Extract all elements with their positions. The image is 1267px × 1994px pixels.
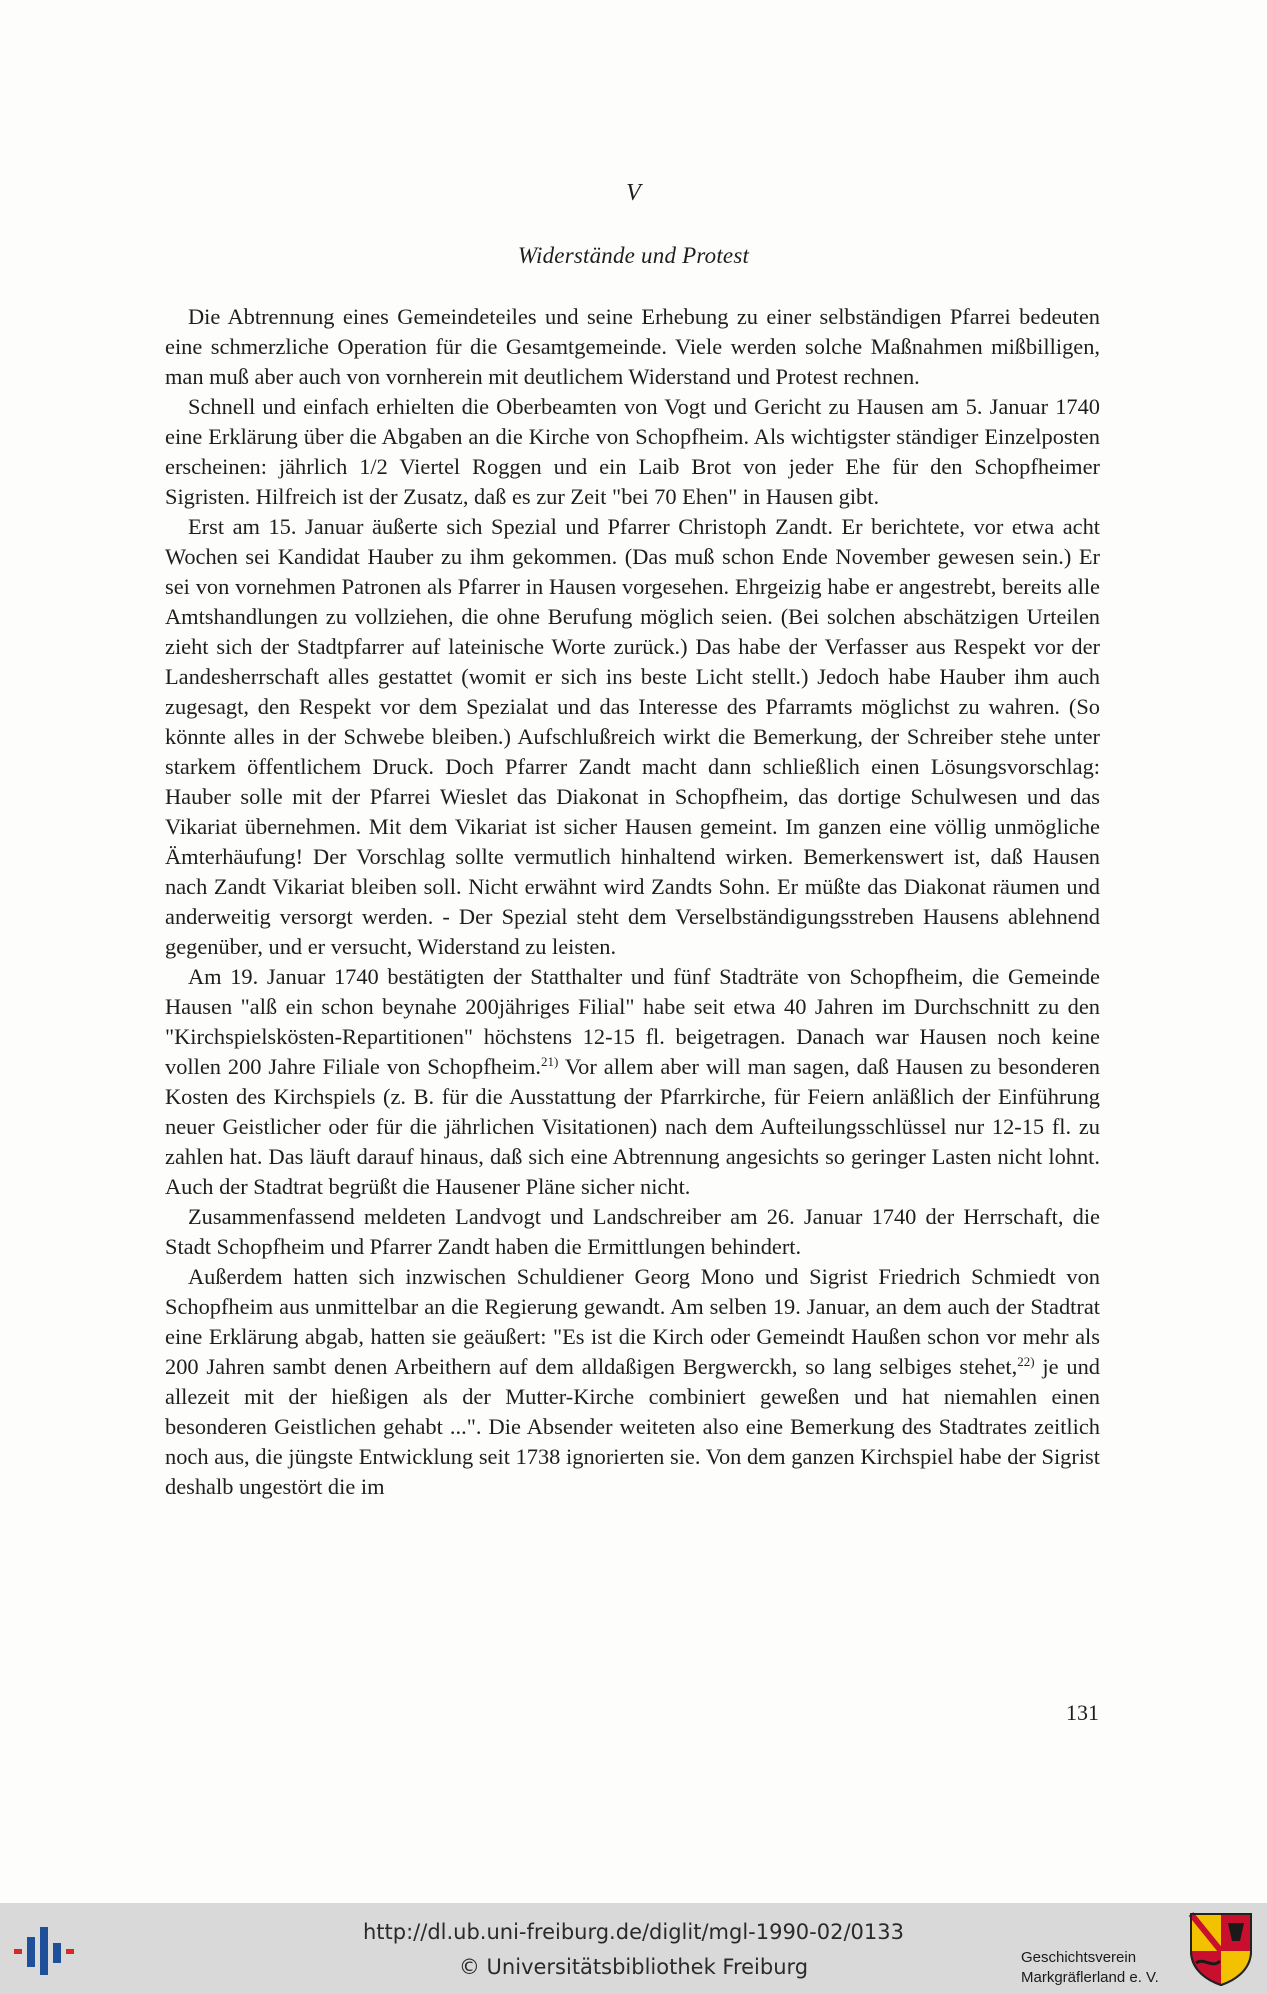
footnote-ref: 21) bbox=[541, 1054, 559, 1069]
permalink-url[interactable]: http://dl.ub.uni-freiburg.de/diglit/mgl-1990-02/0133 bbox=[362, 1920, 904, 1944]
society-line-2: Markgräflerland e. V. bbox=[1021, 1969, 1159, 1986]
society-line-1: Geschichtsverein bbox=[1021, 1949, 1137, 1966]
copyright-text: © Universitätsbibliothek Freiburg bbox=[458, 1955, 809, 1979]
paragraph: Schnell und einfach erhielten die Oberbeamten von Vogt und Gericht zu Hausen am 5. Januar 1740 eine Erklärung über die Abgaben an die Kirche von Schopfheim. Als wichtigster ständiger Einzelposten erscheinen: jährlich 1/2 Viertel Roggen und ein Laib Brot von jeder Ehe für den Schopfheimer Sigristen. Hilfreich ist der Zusatz, daß es zur Zeit "bei 70 Ehen" in Hausen gibt. bbox=[165, 394, 1100, 509]
society-name bbox=[1021, 1948, 1159, 1988]
paragraph: Erst am 15. Januar äußerte sich Spezial und Pfarrer Christoph Zandt. Er berichtete, vor etwa acht Wochen sei Kandidat Hauber zu ihm gekommen. (Das muß schon Ende November gewesen sein.) Er sei von vornehmen Patronen als Pfarrer in Hausen vorgesehen. Ehrgeizig habe er angestrebt, bereits alle Amtshandlungen zu vollziehen, die ohne Berufung möglich seien. (Bei solchen abschätzigen Urteilen zieht sich der Stadtpfarrer auf lateinische Worte zurück.) Das habe der Verfasser aus Respekt vor der Landesherrschaft alles gestattet (womit er sich ins beste Licht stellt.) Jedoch habe Hauber ihm auch zugesagt, den Respekt vor dem Spezialat und das Interesse des Pfarramts möglichst zu wahren. (So könnte alles in der Schwebe bleiben.) Aufschlußreich wirkt die Bemerkung, der Schreiber stehe unter starkem öffentlichem Druck. Doch Pfarrer Zandt macht dann schließlich einen Lösungsvorschlag: Hauber solle mit der Pfarrei Wieslet das Diakonat in Schopfheim, das dortige Schulwesen und das Vikariat übernehmen. Mit dem Vikariat ist sicher Hausen gemeint. Im ganzen eine völlig unmögliche Ämterhäufung! Der Vorschlag sollte vermutlich hinhaltend wirken. Bemerkenswert ist, daß Hausen nach Zandt Vikariat bleiben soll. Nicht erwähnt wird Zandts Sohn. Er müßte das Diakonat räumen und anderweitig versorgt werden. - Der Spezial steht dem Verselbständigungsstreben Hausens ablehnend gegenüber, und er versucht, Widerstand zu leisten. bbox=[165, 514, 1100, 959]
page-number: 131 bbox=[1066, 1700, 1099, 1725]
footer-bar bbox=[0, 1903, 1267, 1994]
paragraph: Außerdem hatten sich inzwischen Schuldiener Georg Mono und Sigrist Friedrich Schmiedt von Schopfheim aus unmittelbar an die Regierung gewandt. Am selben 19. Januar, an dem auch der Stadtrat eine Erklärung abgab, hatten sie geäußert: "Es ist die Kirch oder Gemeindt Haußen schon vor mehr als 200 Jahren sambt denen Arbeithern auf dem alldaßigen Bergwerckh, so lang selbiges stehet,$^{22)}$ je und allezeit mit der hießigen als der Mutter-Kirche combiniert geweßen und hat niemahlen einen besonderen Geistlichen gehabt ...". Die Absender weiteten also eine Bemerkung des Stadtrates zeitlich noch aus, die jüngste Entwicklung seit 1738 ignorierten sie. Von dem ganzen Kirchspiel habe der Sigrist deshalb ungestört die im bbox=[165, 1264, 1100, 1499]
body-text bbox=[165, 302, 1100, 1502]
footnote-ref: 22) bbox=[1017, 1354, 1035, 1369]
chapter-title: Widerstände und Protest bbox=[517, 243, 750, 268]
paragraph: Zusammenfassend meldeten Landvogt und Landschreiber am 26. Januar 1740 der Herrschaft, die Stadt Schopfheim und Pfarrer Zandt haben die Ermittlungen behindert. bbox=[165, 1204, 1100, 1259]
paragraph: Am 19. Januar 1740 bestätigten der Statthalter und fünf Stadträte von Schopfheim, die Gemeinde Hausen "alß ein schon beynahe 200jähriges Filial" habe seit etwa 40 Jahren im Durchschnitt zu den "Kirchspielskösten-Repartitionen" höchstens 12-15 fl. beigetragen. Danach war Hausen noch keine vollen 200 Jahre Filiale von Schopfheim.$^{21)}$ Vor allem aber will man sagen, daß Hausen zu besonderen Kosten des Kirchspiels (z. B. für die Ausstattung der Pfarrkirche, für Feiern anläßlich der Einführung neuer Geistlicher oder für die jährlichen Visitationen) nach dem Aufteilungsschlüssel nur 12-15 fl. zu zahlen hat. Das läuft darauf hinaus, daß sich eine Abtrennung angesichts so geringer Lasten nicht lohnt. Auch der Stadtrat begrüßt die Hausener Pläne sicher nicht. bbox=[165, 964, 1100, 1199]
chapter-number: V bbox=[626, 180, 641, 206]
coat-of-arms-icon bbox=[1188, 1911, 1254, 1987]
paragraph: Die Abtrennung eines Gemeindeteiles und seine Erhebung zu einer selbständigen Pfarrei bedeuten eine schmerzliche Operation für die Gesamtgemeinde. Viele werden solche Maßnahmen mißbilligen, man muß aber auch von vornherein mit deutlichem Widerstand und Protest rechnen. bbox=[165, 304, 1100, 389]
